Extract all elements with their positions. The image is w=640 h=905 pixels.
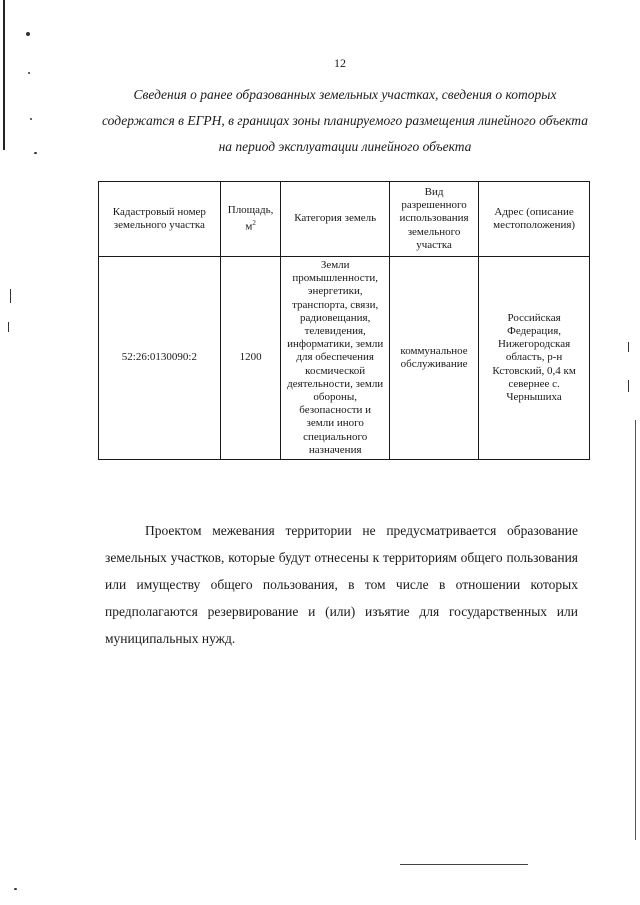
header-address: Адрес (описание местоположения)	[479, 182, 590, 257]
cell-permitted-use: коммунальное обслуживание	[389, 257, 478, 460]
header-permitted-use: Вид разрешенного использования земельного участка	[389, 182, 478, 257]
header-area-unit-exponent: 2	[252, 219, 256, 228]
header-area-label: Площадь, м	[227, 203, 274, 233]
table-header-row	[99, 182, 590, 257]
scan-speck	[8, 322, 9, 332]
page-number: 12	[334, 56, 346, 70]
header-land-category: Категория земель	[281, 182, 390, 257]
header-cadastral-number: Кадастровый номер земельного участка	[99, 182, 221, 257]
scan-speck	[30, 118, 32, 120]
scan-speck	[10, 289, 11, 303]
land-plots-table	[98, 181, 590, 460]
scan-speck	[28, 72, 30, 74]
scan-edge-right	[635, 420, 636, 840]
cell-land-category: Земли промышленности, энергетики, транспорта, связи, радиовещания, телевидения, информатики, земли для обеспечения космической деятельности, земли обороны, безопасности и земли иного специального назначения	[281, 257, 390, 460]
scan-speck	[34, 152, 37, 154]
body-paragraph: Проектом межевания территории не предусматривается образование земельных участков, которые будут отнесены к территориям общего пользования или имуществу общего пользования, в том числе в отношении которых предполагаются резервирование и (или) изъятие для государственных или муниципальных нужд.	[105, 523, 578, 646]
scan-speck	[14, 888, 17, 890]
scan-speck	[628, 380, 629, 392]
header-area	[220, 182, 281, 257]
cell-cadastral-number: 52:26:0130090:2	[99, 257, 221, 460]
scan-speck	[628, 342, 629, 352]
section-heading: Сведения о ранее образованных земельных участках, сведения о которых содержатся в ЕГРН, в границах зоны планируемого размещения линейного объекта на период эксплуатации линейного объекта	[102, 87, 588, 154]
table-row	[99, 257, 590, 460]
footer-rule	[400, 864, 528, 865]
cell-area: 1200	[220, 257, 281, 460]
cell-address: Российская Федерация, Нижегородская область, р-н Кстовский, 0,4 км севернее с. Чернышиха	[479, 257, 590, 460]
scan-speck	[26, 32, 30, 36]
scan-edge-left	[3, 0, 5, 150]
